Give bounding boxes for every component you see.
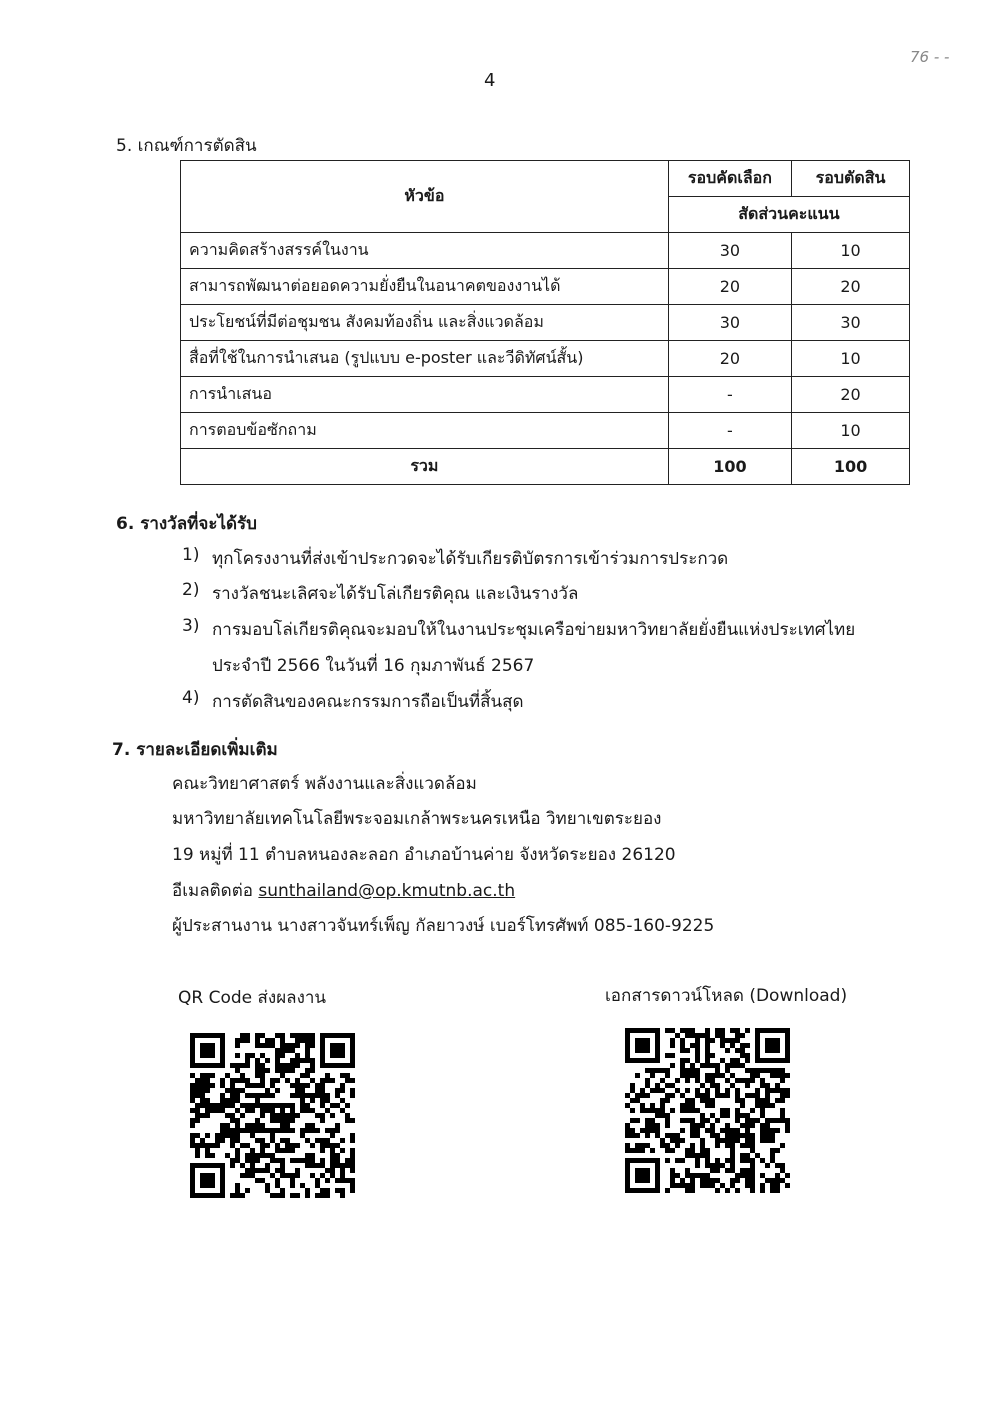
header-round2: รอบตัดสิน <box>792 161 910 197</box>
row-topic: ความคิดสร้างสรรค์ในงาน <box>181 233 669 269</box>
university-name: มหาวิทยาลัยเทคโนโลยีพระจอมเกล้าพระนครเหนือ วิทยาเขตระยอง <box>172 809 662 829</box>
list-item: การตัดสินของคณะกรรมการถือเป็นที่สิ้นสุด <box>212 692 524 712</box>
address: 19 หมู่ที่ 11 ตำบลหนองละลอก อำเภอบ้านค่าย จังหวัดระยอง 26120 <box>172 845 676 865</box>
table-row <box>181 341 910 377</box>
header-topic: หัวข้อ <box>181 161 669 233</box>
section5-title: 5. เกณฑ์การตัดสิน <box>116 136 257 156</box>
table-total-row <box>181 449 910 485</box>
qr-submit-label: QR Code ส่งผลงาน <box>178 988 327 1008</box>
list-item-number: 1) <box>182 545 200 565</box>
row-round2: 20 <box>792 377 910 413</box>
table-row <box>181 305 910 341</box>
coordinator: ผู้ประสานงาน นางสาวจันทร์เพ็ญ กัลยาวงษ์ เบอร์โทรศัพท์ 085-160-9225 <box>172 916 715 936</box>
row-round1: - <box>668 413 791 449</box>
email-link[interactable]: sunthailand@op.kmutnb.ac.th <box>258 881 516 901</box>
qr-download-label: เอกสารดาวน์โหลด (Download) <box>605 986 848 1006</box>
list-item: การมอบโล่เกียรติคุณจะมอบให้ในงานประชุมเครือข่ายมหาวิทยาลัยยั่งยืนแห่งประเทศไทย <box>212 620 856 640</box>
row-round2: 10 <box>792 413 910 449</box>
list-item-number: 2) <box>182 580 200 600</box>
email-label: อีเมลติดต่อ <box>172 881 253 901</box>
row-round1: - <box>668 377 791 413</box>
total-round1: 100 <box>668 449 791 485</box>
faculty-name: คณะวิทยาศาสตร์ พลังงานและสิ่งแวดล้อม <box>172 774 477 794</box>
row-round1: 20 <box>668 341 791 377</box>
page-number: 4 <box>484 70 496 91</box>
list-item-number: 3) <box>182 616 200 636</box>
row-topic: สื่อที่ใช้ในการนำเสนอ (รูปแบบ e-poster และวีดิทัศน์สั้น) <box>181 341 669 377</box>
table-row <box>181 413 910 449</box>
list-item-number: 4) <box>182 688 200 708</box>
total-label: รวม <box>181 449 669 485</box>
row-round1: 30 <box>668 305 791 341</box>
list-item: ทุกโครงงานที่ส่งเข้าประกวดจะได้รับเกียรติบัตรการเข้าร่วมการประกวด <box>212 549 729 569</box>
section7-title: 7. รายละเอียดเพิ่มเติม <box>112 740 278 760</box>
table-row <box>181 233 910 269</box>
row-topic: การตอบข้อซักถาม <box>181 413 669 449</box>
total-round2: 100 <box>792 449 910 485</box>
header-score-ratio: สัดส่วนคะแนน <box>668 197 909 233</box>
email-line <box>172 877 515 904</box>
qr-code-submit-icon[interactable] <box>190 1033 355 1198</box>
handwritten-corner-mark: 76 - - <box>910 48 950 66</box>
qr-code-download-icon[interactable] <box>625 1028 790 1193</box>
criteria-table <box>180 160 910 485</box>
table-row <box>181 269 910 305</box>
header-round1: รอบคัดเลือก <box>668 161 791 197</box>
row-topic: สามารถพัฒนาต่อยอดความยั่งยืนในอนาคตของงานได้ <box>181 269 669 305</box>
row-round1: 20 <box>668 269 791 305</box>
row-round2: 30 <box>792 305 910 341</box>
section6-title: 6. รางวัลที่จะได้รับ <box>116 514 257 534</box>
row-topic: ประโยชน์ที่มีต่อชุมชน สังคมท้องถิ่น และสิ่งแวดล้อม <box>181 305 669 341</box>
list-item: รางวัลชนะเลิศจะได้รับโล่เกียรติคุณ และเงินรางวัล <box>212 584 579 604</box>
row-round1: 30 <box>668 233 791 269</box>
list-item-continuation: ประจำปี 2566 ในวันที่ 16 กุมภาพันธ์ 2567 <box>212 656 535 676</box>
row-topic: การนำเสนอ <box>181 377 669 413</box>
row-round2: 10 <box>792 341 910 377</box>
table-row <box>181 377 910 413</box>
row-round2: 20 <box>792 269 910 305</box>
row-round2: 10 <box>792 233 910 269</box>
